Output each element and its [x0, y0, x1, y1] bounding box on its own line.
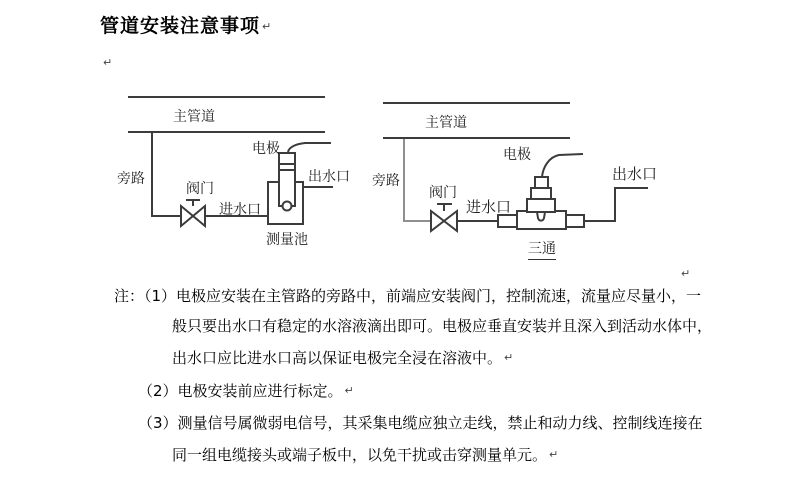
note-line-text: 同一组电缆接头或端子板中，以免干扰或击穿测量单元。	[172, 446, 548, 464]
d1-label-electrode: 电极	[252, 141, 280, 157]
d1-valve-icon	[193, 206, 205, 226]
paragraph-mark-icon: ↵	[504, 351, 514, 364]
d1-electrode-cable	[288, 143, 331, 152]
d2-label-main-pipe: 主管道	[425, 115, 467, 131]
d2-electrode-tip	[537, 212, 545, 221]
note-line	[172, 444, 558, 465]
d1-label-valve: 阀门	[186, 181, 214, 197]
d2-label-tee: 三通	[528, 238, 556, 260]
d2-label-outlet: 出水口	[612, 165, 658, 183]
note-line: 般只要出水口有稳定的水溶液滴出即可。电极应垂直安装并且深入到活动水体中，	[172, 317, 713, 335]
d2-label-inlet: 进水口	[466, 198, 512, 216]
d2-electrode-nut	[527, 199, 555, 212]
d2-tee-right-flange	[566, 215, 584, 227]
d1-label-outlet: 出水口	[308, 169, 350, 185]
d1-label-measuring-cell: 测量池	[266, 232, 308, 248]
d1-bypass-line	[152, 133, 181, 216]
paragraph-mark-icon: ↵	[103, 56, 113, 69]
d1-electrode-body	[279, 153, 295, 206]
d1-label-inlet: 进水口	[219, 202, 261, 218]
d2-electrode-cable	[542, 154, 583, 177]
paragraph-mark-icon: ↵	[681, 267, 691, 280]
note-line-text: 出水口应比进水口高以保证电极完全浸在溶液中。	[172, 349, 503, 367]
note-line-text: （2）电极安装前应进行标定。	[138, 382, 343, 400]
d1-valve-icon	[181, 206, 193, 226]
d1-label-main-pipe: 主管道	[173, 109, 215, 125]
note-line	[138, 380, 354, 401]
page-title-text: 管道安装注意事项	[100, 15, 261, 37]
d1-electrode-tip	[283, 202, 292, 211]
d2-valve-icon	[431, 211, 444, 231]
note-line: 注：（1）电极应安装在主管路的旁路中，前端应安装阀门，控制流速，流量应尽量小，一	[114, 287, 702, 305]
d2-label-valve: 阀门	[429, 185, 457, 201]
d1-label-bypass: 旁路	[117, 171, 145, 187]
note-line	[172, 347, 513, 368]
d2-electrode-body	[531, 188, 551, 199]
paragraph-mark-icon: ↵	[549, 448, 559, 461]
note-line: （3）测量信号属微弱电信号，其采集电缆应独立走线，禁止和动力线、控制线连接在	[138, 414, 703, 432]
paragraph-mark-icon: ↵	[344, 384, 354, 397]
d2-bypass-line	[404, 139, 431, 221]
d2-valve-icon	[444, 211, 457, 231]
d2-label-bypass: 旁路	[372, 173, 400, 189]
d2-outlet-line	[584, 188, 648, 221]
d2-label-electrode: 电极	[503, 147, 531, 163]
d2-electrode-gland	[535, 177, 548, 188]
paragraph-mark-icon: ↵	[262, 20, 273, 33]
